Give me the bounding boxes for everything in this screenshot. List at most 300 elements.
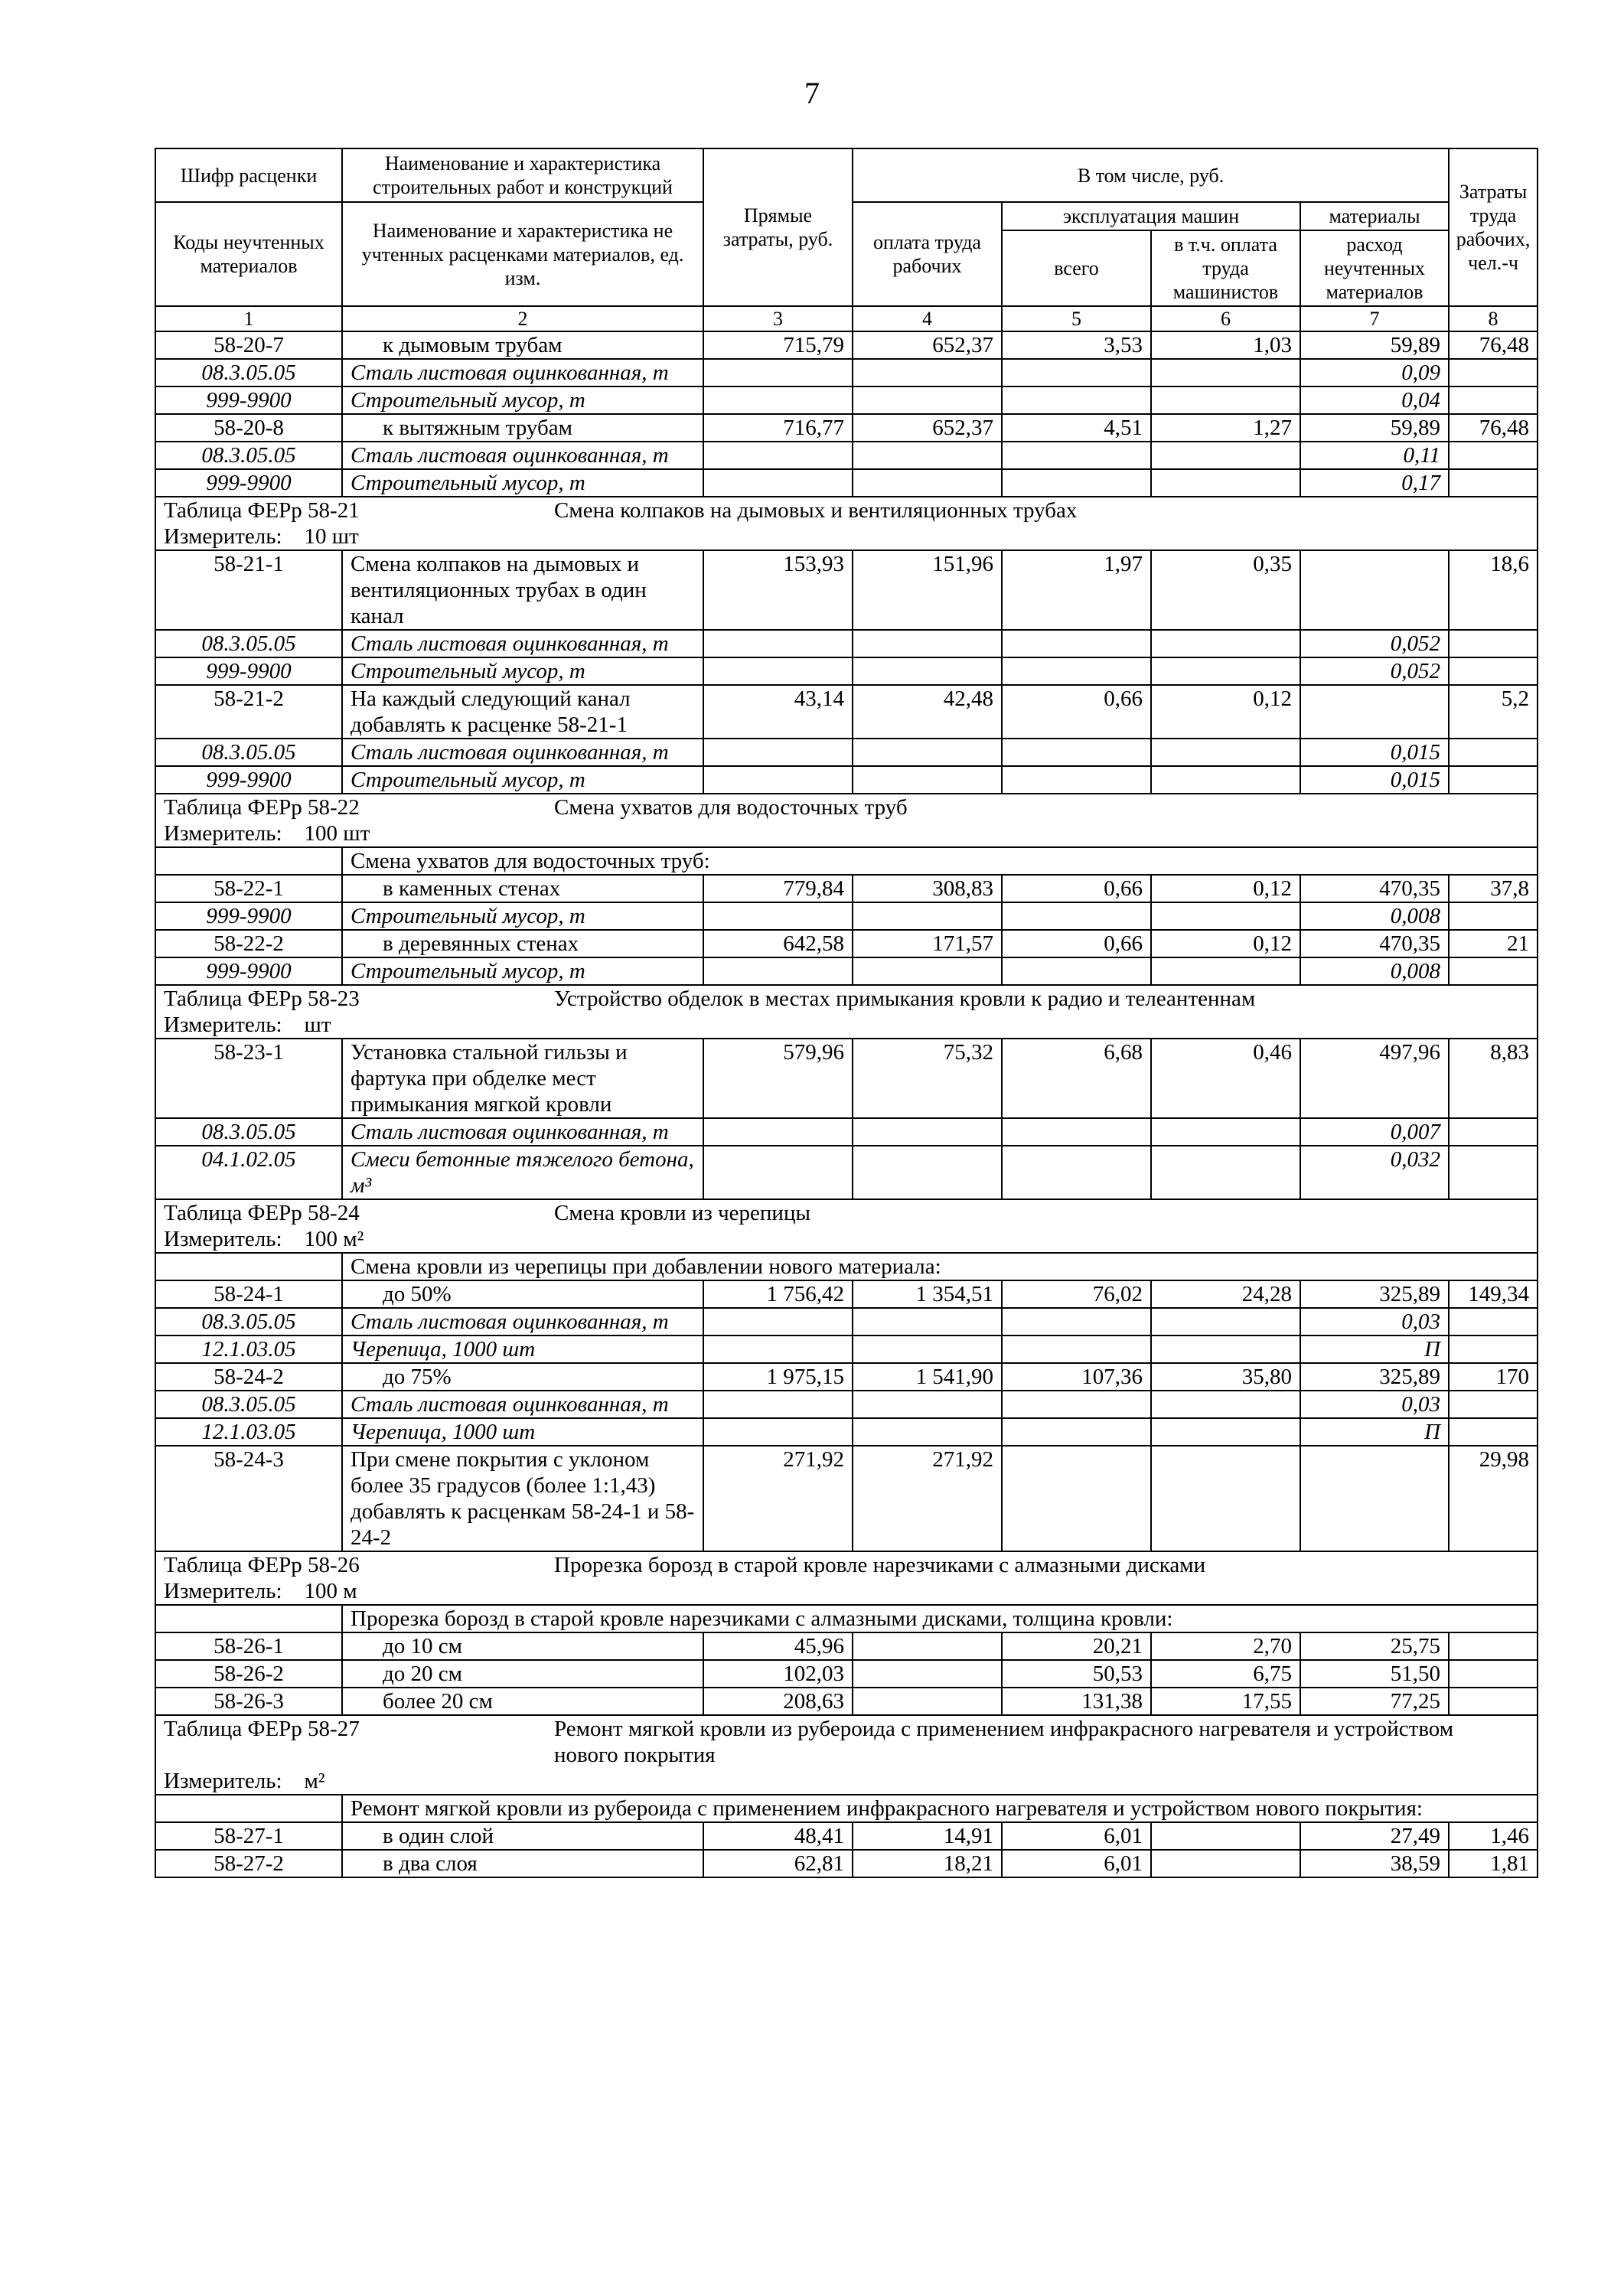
meter-row (155, 1226, 1538, 1253)
cell-mat (1300, 550, 1449, 630)
cell-name: Сталь листовая оцинкованная, т (342, 630, 703, 657)
cell-direct: 102,03 (703, 1660, 853, 1688)
cell-mach: 0,66 (1002, 930, 1151, 957)
table-row (155, 414, 1538, 442)
cell-empty (155, 847, 342, 875)
cell-mat: 325,89 (1300, 1363, 1449, 1391)
cell-mach (1002, 902, 1151, 930)
cell-hours: 5,2 (1449, 685, 1538, 739)
cell-hours (1449, 957, 1538, 985)
cell-hours: 1,46 (1449, 1822, 1538, 1850)
cell-direct (703, 1336, 853, 1363)
hdr-num-3: 3 (703, 306, 853, 331)
cell-mach: 4,51 (1002, 414, 1151, 442)
cell-direct: 153,93 (703, 550, 853, 630)
cell-mat: 0,052 (1300, 657, 1449, 685)
cell-name: Строительный мусор, т (342, 657, 703, 685)
table-row (155, 1822, 1538, 1850)
cell-name: к вытяжным трубам (342, 414, 703, 442)
cell-mat: 0,032 (1300, 1146, 1449, 1199)
cell-direct: 715,79 (703, 331, 853, 359)
cell-direct (703, 359, 853, 386)
material-row (155, 1118, 1538, 1146)
hdr-mat-codes: Коды неучтенных материалов (155, 202, 342, 306)
cell-name: в деревянных стенах (342, 930, 703, 957)
cell-mat: 497,96 (1300, 1039, 1449, 1118)
cell-labor (853, 1146, 1002, 1199)
cell-direct (703, 739, 853, 766)
table-label: Таблица ФЕРр 58-26 (164, 1553, 360, 1577)
cell-name: Строительный мусор, т (342, 957, 703, 985)
material-row (155, 1336, 1538, 1363)
cell-code: 08.3.05.05 (155, 630, 342, 657)
cell-mach: 6,68 (1002, 1039, 1151, 1118)
cell-direct (703, 630, 853, 657)
hdr-machines-total: всего (1002, 230, 1151, 306)
section-title (155, 497, 1538, 523)
cell-hours: 21 (1449, 930, 1538, 957)
hdr-code: Шифр расценки (155, 148, 342, 202)
subheading-text: Смена ухватов для водосточных труб: (342, 847, 1538, 875)
table-row (155, 331, 1538, 359)
cell-mach_labor (1151, 1850, 1300, 1877)
section-title-row (155, 794, 1538, 820)
cell-name: к дымовым трубам (342, 331, 703, 359)
cell-direct: 62,81 (703, 1850, 853, 1877)
cell-empty (155, 1253, 342, 1280)
cell-direct: 48,41 (703, 1822, 853, 1850)
cell-hours: 149,34 (1449, 1280, 1538, 1308)
cell-labor: 75,32 (853, 1039, 1002, 1118)
cell-hours: 170 (1449, 1363, 1538, 1391)
material-row (155, 766, 1538, 794)
cell-labor (853, 957, 1002, 985)
material-row (155, 1391, 1538, 1418)
hdr-direct: Прямые затраты, руб. (703, 148, 853, 306)
cell-mat: П (1300, 1418, 1449, 1446)
table-row (155, 875, 1538, 902)
cell-code: 58-24-2 (155, 1363, 342, 1391)
material-row (155, 1418, 1538, 1446)
cell-hours (1449, 1391, 1538, 1418)
cell-mach: 1,97 (1002, 550, 1151, 630)
cell-mach_labor (1151, 766, 1300, 794)
cell-mach (1002, 359, 1151, 386)
cell-labor (853, 1118, 1002, 1146)
hdr-labor: оплата труда рабочих (853, 202, 1002, 306)
cell-labor: 1 354,51 (853, 1280, 1002, 1308)
cell-mat: П (1300, 1336, 1449, 1363)
cell-labor: 151,96 (853, 550, 1002, 630)
cell-mach (1002, 957, 1151, 985)
section-title-row (155, 1551, 1538, 1578)
cell-mat: 25,75 (1300, 1632, 1449, 1660)
cell-name: Смена колпаков на дымовых и вентиляционных трубах в один канал (342, 550, 703, 630)
hdr-hours: Затраты труда рабочих, чел.-ч (1449, 148, 1538, 306)
cell-mach (1002, 1446, 1151, 1551)
cell-labor (853, 1418, 1002, 1446)
meter-text: Измеритель: 100 м (155, 1578, 1538, 1605)
cell-code: 58-21-2 (155, 685, 342, 739)
table-title: Ремонт мягкой кровли из рубероида с применением инфракрасного нагревателя и устройством нового покрытия (554, 1717, 1454, 1767)
cell-code: 58-27-1 (155, 1822, 342, 1850)
cell-hours (1449, 630, 1538, 657)
cell-direct (703, 1418, 853, 1446)
table-row (155, 685, 1538, 739)
table-row (155, 1632, 1538, 1660)
material-row (155, 359, 1538, 386)
subheading-text: Ремонт мягкой кровли из рубероида с применением инфракрасного нагревателя и устройством нового покрытия: (342, 1795, 1538, 1822)
cell-mach_labor (1151, 442, 1300, 469)
cell-code: 999-9900 (155, 902, 342, 930)
cell-name: Сталь листовая оцинкованная, т (342, 1308, 703, 1336)
section-title-row (155, 497, 1538, 523)
cell-direct: 208,63 (703, 1688, 853, 1715)
cell-hours: 1,81 (1449, 1850, 1538, 1877)
cell-code: 12.1.03.05 (155, 1418, 342, 1446)
cell-labor: 18,21 (853, 1850, 1002, 1877)
cell-mat: 470,35 (1300, 875, 1449, 902)
hdr-group: В том числе, руб. (853, 148, 1449, 202)
subheading-text: Смена кровли из черепицы при добавлении нового материала: (342, 1253, 1538, 1280)
cell-name: Черепица, 1000 шт (342, 1418, 703, 1446)
meter-text: Измеритель: 100 шт (155, 820, 1538, 847)
cell-direct (703, 1118, 853, 1146)
cell-labor (853, 1308, 1002, 1336)
cell-code: 58-22-2 (155, 930, 342, 957)
cell-labor (853, 766, 1002, 794)
cell-name: Черепица, 1000 шт (342, 1336, 703, 1363)
cell-mat: 0,11 (1300, 442, 1449, 469)
cell-mach_labor (1151, 469, 1300, 497)
cell-name: Сталь листовая оцинкованная, т (342, 1391, 703, 1418)
cell-mat: 27,49 (1300, 1822, 1449, 1850)
cell-mach_labor: 24,28 (1151, 1280, 1300, 1308)
material-row (155, 1308, 1538, 1336)
cell-hours: 8,83 (1449, 1039, 1538, 1118)
cell-code: 58-22-1 (155, 875, 342, 902)
cell-direct (703, 1308, 853, 1336)
hdr-num-7: 7 (1300, 306, 1449, 331)
cell-code: 58-24-3 (155, 1446, 342, 1551)
cell-hours (1449, 442, 1538, 469)
hdr-materials-sub: расход неучтенных материалов (1300, 230, 1449, 306)
cell-hours: 29,98 (1449, 1446, 1538, 1551)
section-title-row (155, 985, 1538, 1012)
cell-code: 58-20-7 (155, 331, 342, 359)
cell-hours (1449, 1146, 1538, 1199)
cell-mach: 6,01 (1002, 1822, 1151, 1850)
cell-labor (853, 469, 1002, 497)
cell-labor (853, 1391, 1002, 1418)
cell-direct: 642,58 (703, 930, 853, 957)
cell-mach (1002, 1391, 1151, 1418)
section-title (155, 1551, 1538, 1578)
cell-code: 999-9900 (155, 657, 342, 685)
cell-code: 04.1.02.05 (155, 1146, 342, 1199)
hdr-num-1: 1 (155, 306, 342, 331)
table-label: Таблица ФЕРр 58-22 (164, 795, 360, 820)
cell-name: Установка стальной гильзы и фартука при обделке мест примыкания мягкой кровли (342, 1039, 703, 1118)
meter-text: Измеритель: 10 шт (155, 523, 1538, 550)
table-body (155, 331, 1538, 1877)
cell-mach_labor (1151, 359, 1300, 386)
cell-mach_labor: 0,12 (1151, 875, 1300, 902)
table-title: Смена колпаков на дымовых и вентиляционных трубах (554, 498, 1078, 523)
cell-empty (155, 1795, 342, 1822)
cell-code: 999-9900 (155, 469, 342, 497)
cell-hours (1449, 1688, 1538, 1715)
material-row (155, 657, 1538, 685)
cell-mat: 0,007 (1300, 1118, 1449, 1146)
cell-name: до 10 см (342, 1632, 703, 1660)
cell-labor: 42,48 (853, 685, 1002, 739)
cell-mach_labor: 17,55 (1151, 1688, 1300, 1715)
cell-code: 08.3.05.05 (155, 1118, 342, 1146)
cell-code: 999-9900 (155, 766, 342, 794)
cell-mat (1300, 685, 1449, 739)
cell-mach: 131,38 (1002, 1688, 1151, 1715)
cell-hours (1449, 386, 1538, 414)
table-row (155, 930, 1538, 957)
cell-mach_labor (1151, 1146, 1300, 1199)
cell-code: 58-26-1 (155, 1632, 342, 1660)
material-row (155, 630, 1538, 657)
cell-mach (1002, 469, 1151, 497)
cell-mach_labor (1151, 1118, 1300, 1146)
table-row (155, 1446, 1538, 1551)
cell-direct: 716,77 (703, 414, 853, 442)
cell-mat: 59,89 (1300, 331, 1449, 359)
cell-mach (1002, 442, 1151, 469)
cell-mach (1002, 766, 1151, 794)
cell-mach_labor (1151, 957, 1300, 985)
cell-mat: 0,04 (1300, 386, 1449, 414)
cell-mach_labor (1151, 657, 1300, 685)
table-row (155, 1660, 1538, 1688)
cell-labor (853, 1660, 1002, 1688)
cell-direct (703, 1391, 853, 1418)
cell-direct: 1 975,15 (703, 1363, 853, 1391)
table-label: Таблица ФЕРр 58-21 (164, 498, 360, 523)
cell-name: Сталь листовая оцинкованная, т (342, 359, 703, 386)
cell-mat: 0,03 (1300, 1391, 1449, 1418)
subheading-row (155, 847, 1538, 875)
cell-name: На каждый следующий канал добавлять к расценке 58-21-1 (342, 685, 703, 739)
cell-mach_labor: 0,12 (1151, 685, 1300, 739)
cell-hours (1449, 1418, 1538, 1446)
table-title: Прорезка борозд в старой кровле нарезчиками с алмазными дисками (554, 1553, 1206, 1577)
cell-labor: 271,92 (853, 1446, 1002, 1551)
cell-labor: 652,37 (853, 331, 1002, 359)
cell-labor (853, 359, 1002, 386)
cell-name: более 20 см (342, 1688, 703, 1715)
cell-mach (1002, 1146, 1151, 1199)
section-title (155, 985, 1538, 1012)
cell-name: в два слоя (342, 1850, 703, 1877)
cell-name: Строительный мусор, т (342, 469, 703, 497)
cell-hours (1449, 1336, 1538, 1363)
cell-mach_labor: 0,12 (1151, 930, 1300, 957)
cell-code: 08.3.05.05 (155, 359, 342, 386)
cell-mat: 325,89 (1300, 1280, 1449, 1308)
cell-mat: 59,89 (1300, 414, 1449, 442)
cell-code: 58-26-2 (155, 1660, 342, 1688)
cell-mach: 3,53 (1002, 331, 1151, 359)
material-row (155, 1146, 1538, 1199)
hdr-num-5: 5 (1002, 306, 1151, 331)
table-label: Таблица ФЕРр 58-27 (164, 1717, 360, 1741)
table-title: Смена кровли из черепицы (554, 1201, 810, 1225)
cell-empty (155, 1605, 342, 1632)
material-row (155, 957, 1538, 985)
cell-labor (853, 630, 1002, 657)
cell-mat: 0,03 (1300, 1308, 1449, 1336)
cell-mach (1002, 1418, 1151, 1446)
cell-mat: 77,25 (1300, 1688, 1449, 1715)
section-title-row (155, 1715, 1538, 1768)
section-title (155, 794, 1538, 820)
hdr-machines: эксплуатация машин (1002, 202, 1300, 230)
hdr-num-8: 8 (1449, 306, 1538, 331)
table-row (155, 1363, 1538, 1391)
cell-code: 58-27-2 (155, 1850, 342, 1877)
table-row (155, 550, 1538, 630)
cell-mat: 0,052 (1300, 630, 1449, 657)
cell-name: до 20 см (342, 1660, 703, 1688)
cell-hours (1449, 902, 1538, 930)
cell-code: 08.3.05.05 (155, 442, 342, 469)
cell-name: При смене покрытия с уклоном более 35 градусов (более 1:1,43) добавлять к расценкам 58-24-1 и 58-24-2 (342, 1446, 703, 1551)
cell-mach_labor (1151, 386, 1300, 414)
cell-name: в каменных стенах (342, 875, 703, 902)
table-row (155, 1039, 1538, 1118)
cell-code: 999-9900 (155, 957, 342, 985)
meter-row (155, 820, 1538, 847)
cell-mach_labor (1151, 1308, 1300, 1336)
cell-mach_labor (1151, 902, 1300, 930)
cell-hours (1449, 766, 1538, 794)
meter-text: Измеритель: 100 м² (155, 1226, 1538, 1253)
material-row (155, 739, 1538, 766)
cell-mach_labor: 0,46 (1151, 1039, 1300, 1118)
cell-name: до 75% (342, 1363, 703, 1391)
cell-direct (703, 657, 853, 685)
cell-direct: 579,96 (703, 1039, 853, 1118)
cell-direct (703, 442, 853, 469)
hdr-num-6: 6 (1151, 306, 1300, 331)
cell-mach: 50,53 (1002, 1660, 1151, 1688)
cell-code: 08.3.05.05 (155, 739, 342, 766)
cell-mach: 20,21 (1002, 1632, 1151, 1660)
cell-mach (1002, 739, 1151, 766)
cell-labor (853, 739, 1002, 766)
meter-row (155, 1012, 1538, 1039)
cell-hours: 76,48 (1449, 414, 1538, 442)
cell-name: Смеси бетонные тяжелого бетона, м³ (342, 1146, 703, 1199)
cell-direct (703, 469, 853, 497)
cell-direct: 45,96 (703, 1632, 853, 1660)
cell-code: 58-24-1 (155, 1280, 342, 1308)
cell-mach: 6,01 (1002, 1850, 1151, 1877)
material-row (155, 469, 1538, 497)
cell-labor (853, 1336, 1002, 1363)
cell-mach (1002, 630, 1151, 657)
cell-hours (1449, 1660, 1538, 1688)
subheading-row (155, 1605, 1538, 1632)
subheading-text: Прорезка борозд в старой кровле нарезчиками с алмазными дисками, толщина кровли: (342, 1605, 1538, 1632)
table-row (155, 1850, 1538, 1877)
cell-mach_labor: 6,75 (1151, 1660, 1300, 1688)
meter-text: Измеритель: шт (155, 1012, 1538, 1039)
cell-mach: 0,66 (1002, 875, 1151, 902)
cell-mat: 0,09 (1300, 359, 1449, 386)
cell-mach_labor (1151, 630, 1300, 657)
table-title: Смена ухватов для водосточных труб (554, 795, 908, 820)
material-row (155, 902, 1538, 930)
meter-text: Измеритель: м² (155, 1768, 1538, 1795)
cell-hours: 18,6 (1449, 550, 1538, 630)
table-header (155, 148, 1538, 331)
cell-mach_labor: 1,27 (1151, 414, 1300, 442)
cell-mach (1002, 1336, 1151, 1363)
cell-labor: 14,91 (853, 1822, 1002, 1850)
table-title: Устройство обделок в местах примыкания кровли к радио и телеантеннам (554, 987, 1256, 1011)
cell-labor (853, 442, 1002, 469)
cell-hours: 37,8 (1449, 875, 1538, 902)
cell-direct (703, 902, 853, 930)
cell-code: 999-9900 (155, 386, 342, 414)
cell-hours (1449, 657, 1538, 685)
section-title (155, 1199, 1538, 1226)
cell-labor (853, 1688, 1002, 1715)
price-table-wrapper (155, 148, 1538, 1878)
cell-name: в один слой (342, 1822, 703, 1850)
cell-direct: 1 756,42 (703, 1280, 853, 1308)
cell-mat: 0,008 (1300, 957, 1449, 985)
cell-mat: 38,59 (1300, 1850, 1449, 1877)
cell-labor: 308,83 (853, 875, 1002, 902)
material-row (155, 442, 1538, 469)
cell-direct: 271,92 (703, 1446, 853, 1551)
subheading-row (155, 1253, 1538, 1280)
cell-name: Строительный мусор, т (342, 766, 703, 794)
cell-mach: 0,66 (1002, 685, 1151, 739)
cell-mach (1002, 657, 1151, 685)
cell-mat: 0,008 (1300, 902, 1449, 930)
cell-mach (1002, 386, 1151, 414)
cell-mat: 0,17 (1300, 469, 1449, 497)
cell-code: 58-23-1 (155, 1039, 342, 1118)
cell-mach_labor: 1,03 (1151, 331, 1300, 359)
cell-labor (853, 902, 1002, 930)
cell-hours (1449, 469, 1538, 497)
table-label: Таблица ФЕРр 58-24 (164, 1201, 360, 1225)
table-label: Таблица ФЕРр 58-23 (164, 987, 360, 1011)
meter-row (155, 523, 1538, 550)
cell-mach_labor (1151, 1391, 1300, 1418)
cell-hours (1449, 359, 1538, 386)
page-number: 7 (804, 76, 820, 110)
meter-row (155, 1578, 1538, 1605)
cell-hours (1449, 1308, 1538, 1336)
hdr-num-4: 4 (853, 306, 1002, 331)
hdr-machines-labor: в т.ч. оплата труда машинистов (1151, 230, 1300, 306)
cell-labor: 171,57 (853, 930, 1002, 957)
table-row (155, 1280, 1538, 1308)
cell-mach_labor (1151, 1418, 1300, 1446)
cell-name: Сталь листовая оцинкованная, т (342, 1118, 703, 1146)
